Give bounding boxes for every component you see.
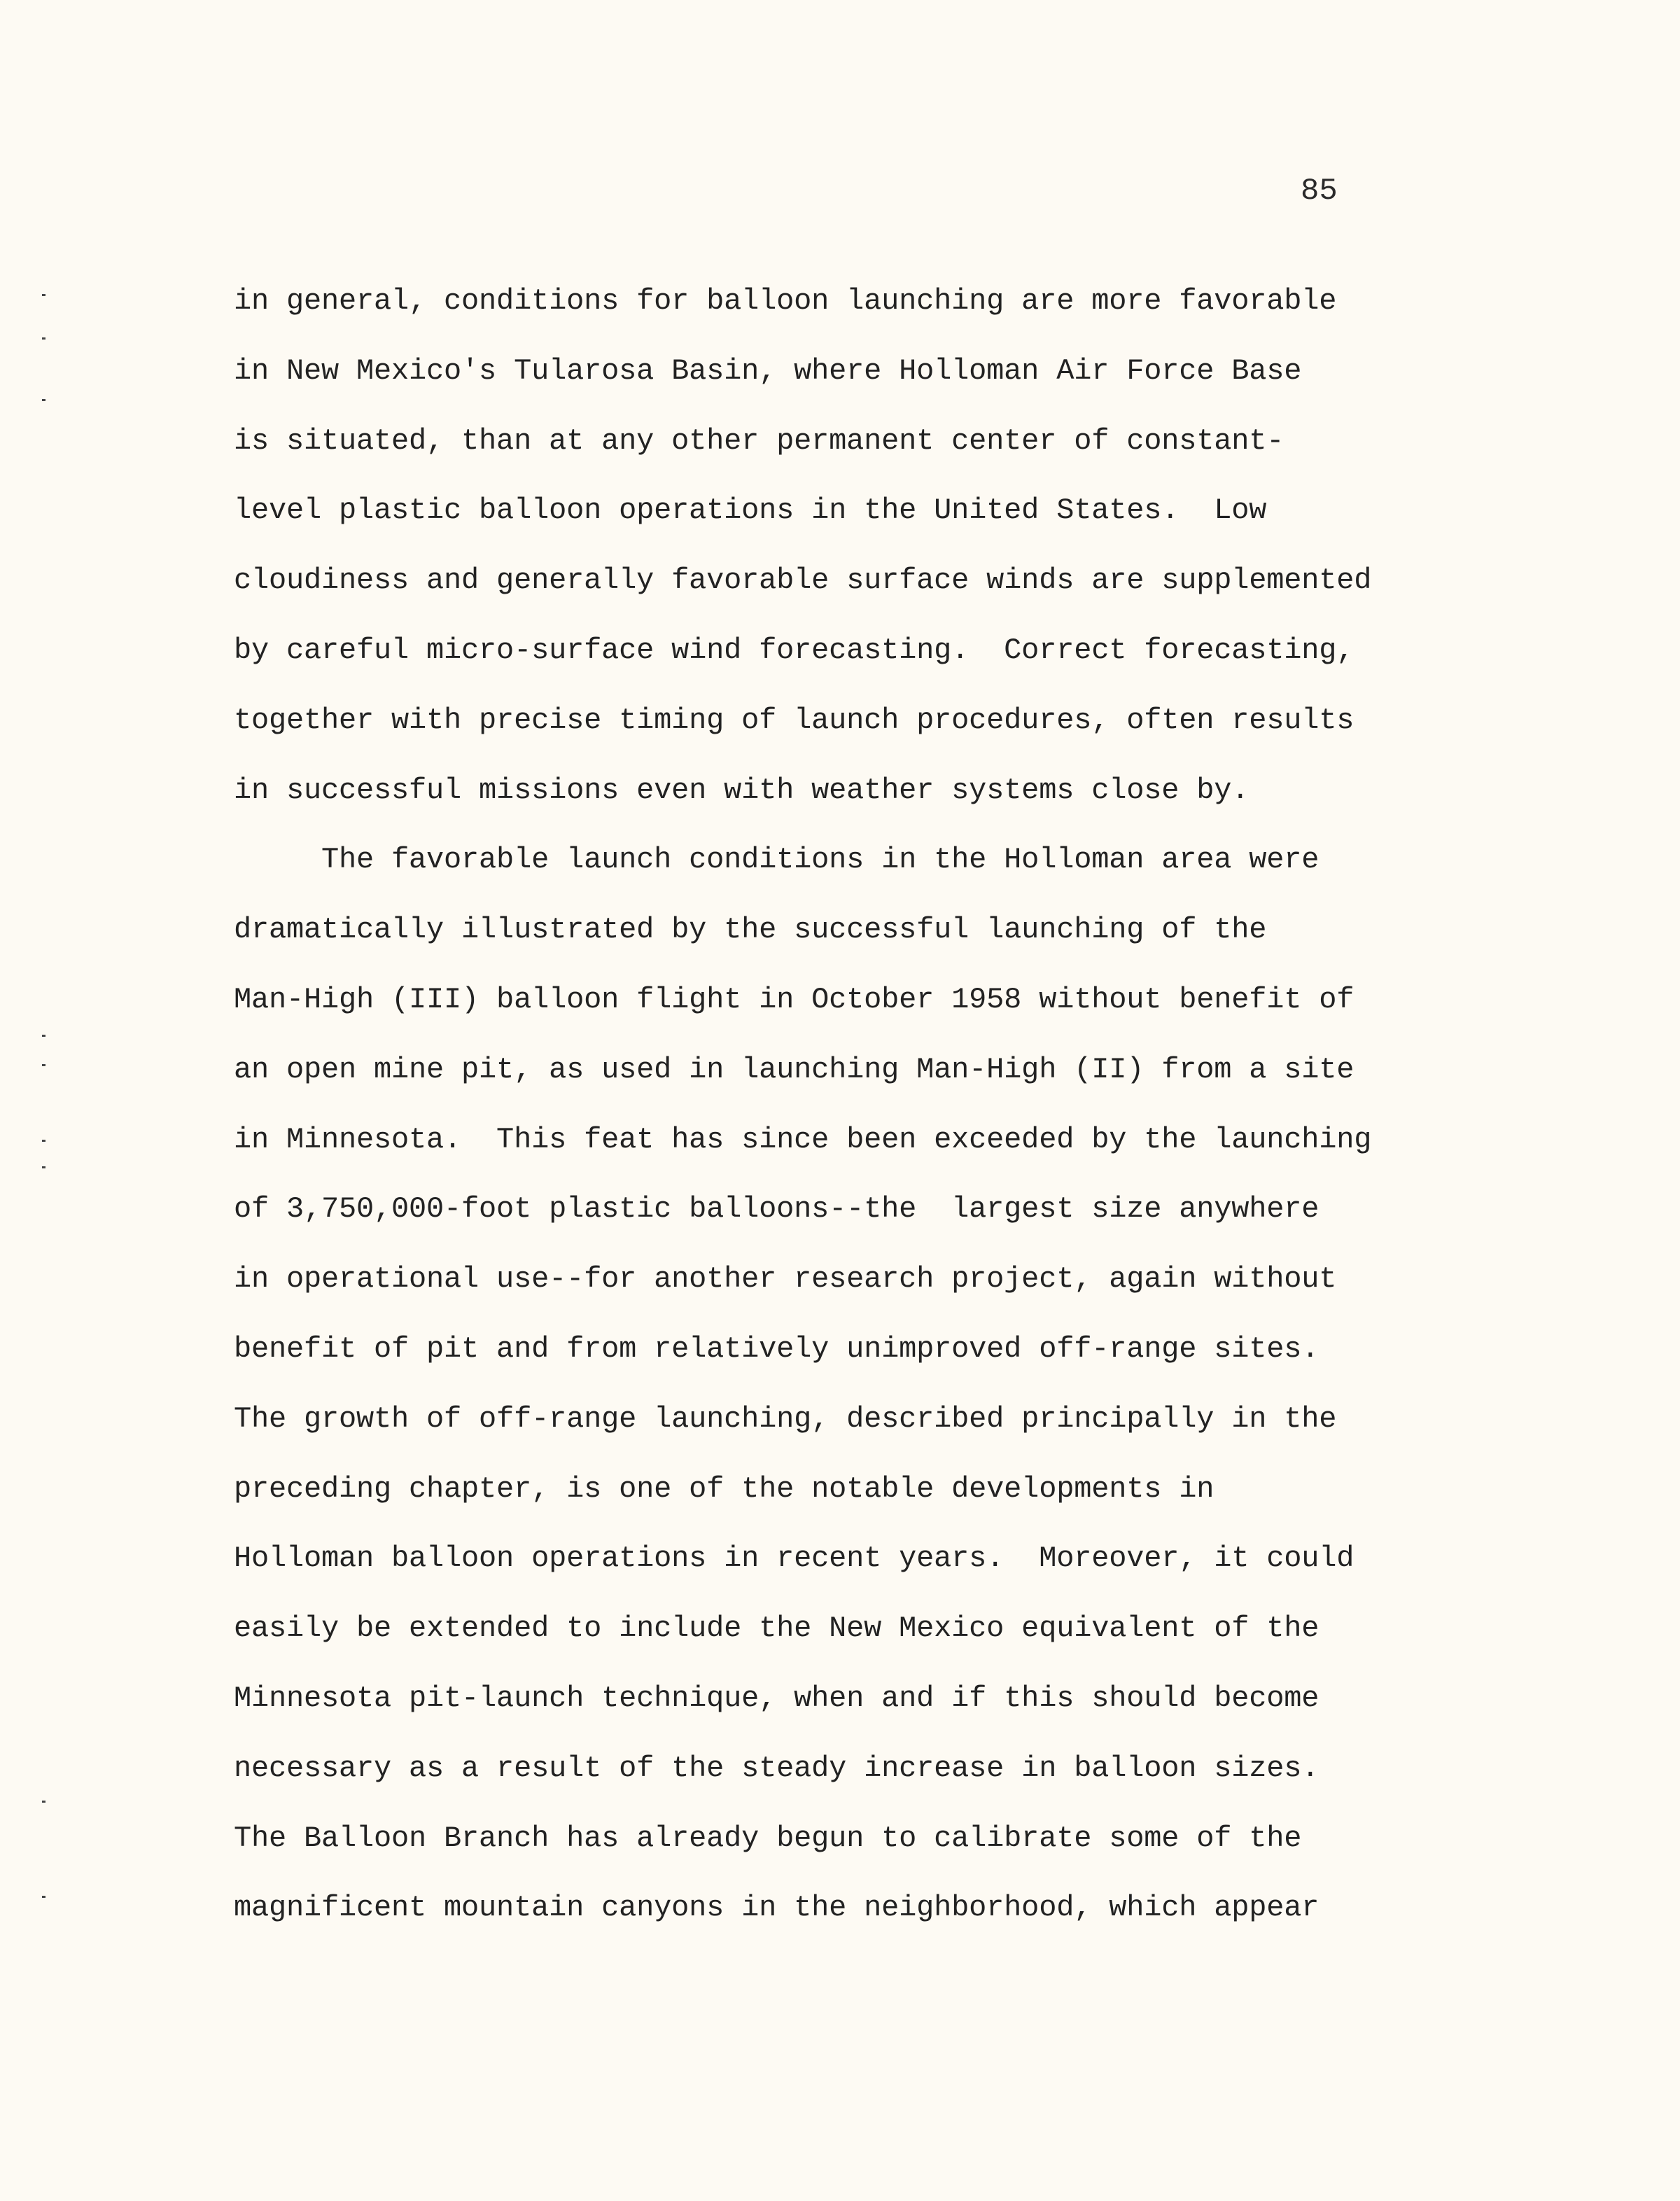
text-line: in Minnesota. This feat has since been exceeded by the launching	[234, 1122, 1372, 1157]
text-line: The Balloon Branch has already begun to calibrate some of the	[234, 1821, 1302, 1855]
text-line: in general, conditions for balloon launching are more favorable	[234, 284, 1337, 318]
margin-mark	[42, 1801, 46, 1803]
text-line: level plastic balloon operations in the United States. Low	[234, 494, 1267, 528]
text-line: Holloman balloon operations in recent years. Moreover, it could	[234, 1542, 1354, 1576]
text-line: an open mine pit, as used in launching Man-High (II) from a site	[234, 1052, 1354, 1086]
text-line: Minnesota pit-launch technique, when and if this should become	[234, 1681, 1320, 1715]
margin-mark	[42, 337, 46, 340]
text-line: The favorable launch conditions in the Holloman area were	[234, 843, 1320, 877]
text-line: easily be extended to include the New Mexico equivalent of the	[234, 1612, 1320, 1646]
margin-mark	[42, 1035, 46, 1037]
margin-mark	[42, 1064, 46, 1066]
text-line: of 3,750,000-foot plastic balloons--the largest size anywhere	[234, 1192, 1320, 1227]
text-line: cloudiness and generally favorable surface winds are supplemented	[234, 564, 1372, 598]
margin-mark	[42, 1140, 46, 1142]
text-line: necessary as a result of the steady increase in balloon sizes.	[234, 1751, 1320, 1785]
text-line: dramatically illustrated by the successful launching of the	[234, 913, 1267, 947]
text-line: in New Mexico's Tularosa Basin, where Holloman Air Force Base	[234, 354, 1302, 388]
text-line: The growth of off-range launching, described principally in the	[234, 1402, 1337, 1436]
text-line: in successful missions even with weather systems close by.	[234, 773, 1250, 807]
text-line: preceding chapter, is one of the notable developments in	[234, 1472, 1214, 1506]
margin-mark	[42, 1896, 46, 1898]
text-line: by careful micro-surface wind forecasting. Correct forecasting,	[234, 633, 1354, 667]
text-line: benefit of pit and from relatively unimproved off-range sites.	[234, 1332, 1320, 1366]
page-number: 85	[1301, 174, 1338, 209]
body-text	[234, 267, 1371, 1943]
text-line: Man-High (III) balloon flight in October 1958 without benefit of	[234, 982, 1354, 1016]
text-line: together with precise timing of launch procedures, often results	[234, 703, 1354, 737]
margin-mark	[42, 294, 46, 296]
margin-mark	[42, 1166, 46, 1168]
text-line: is situated, than at any other permanent center of constant-	[234, 424, 1284, 458]
margin-mark	[42, 399, 46, 401]
text-line: in operational use--for another research project, again without	[234, 1262, 1337, 1297]
text-line: magnificent mountain canyons in the neighborhood, which appear	[234, 1891, 1320, 1925]
